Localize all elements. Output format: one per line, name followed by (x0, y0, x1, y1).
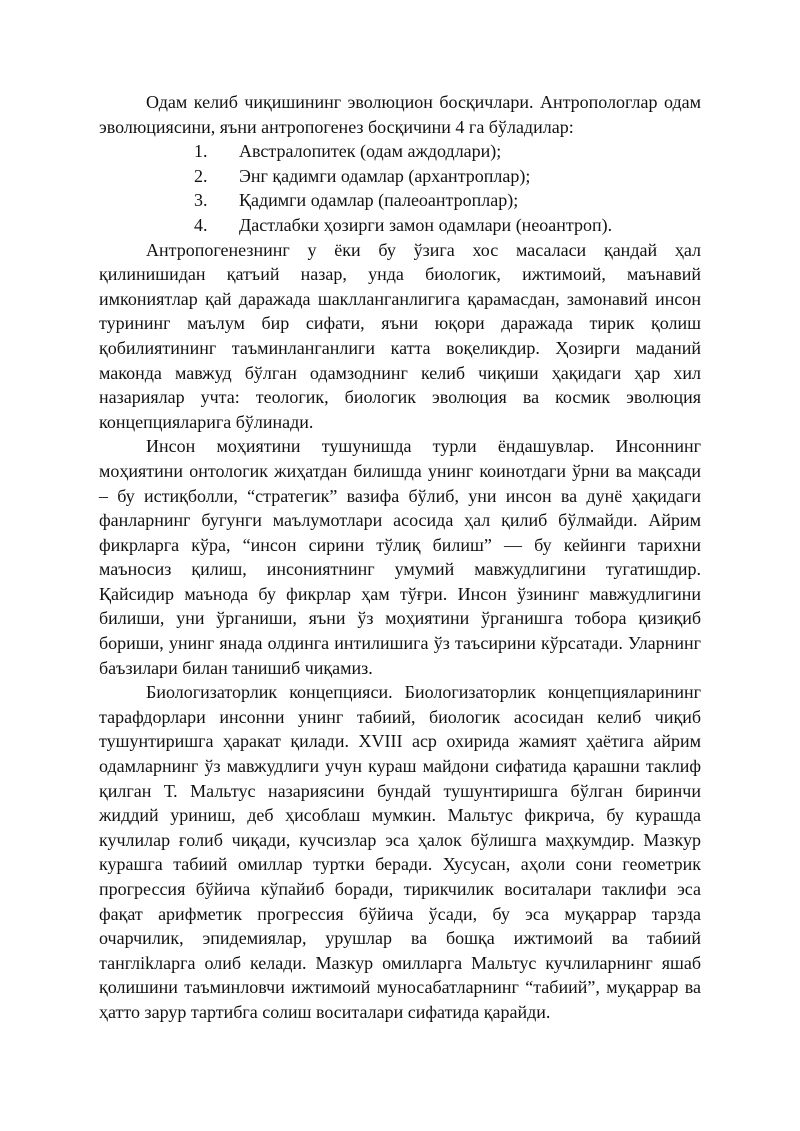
list-item (99, 188, 701, 213)
document-page (99, 90, 701, 1025)
list-item (99, 139, 701, 164)
paragraph-biologization: Биологизаторлик концепцияси. Биологизаторлик концепцияларининг тарафдорлари инсонни унинг табиий, биологик асосидан келиб чиқиб тушунтиришга ҳаракат қилади. XVIII аср охирида жамият ҳаётига айрим одамларнинг ўз мавжудлиги учун кураш майдони сифатида қарашни таклиф қилган Т. Мальтус назариясини бундай тушунтиришга бўлган биринчи жиддий уриниш, деб ҳисоблаш мумкин. Мальтус фикрича, бу курашда кучлилар ғолиб чиқади, кучсизлар эса ҳалок бўлишга маҳкумдир. Мазкур курашга табиий омиллар туртки беради. Хусусан, аҳоли сони геометрик прогрессия бўйича кўпайиб боради, тирикчилик воситалари таклифи эса фақат арифметик прогрессия бўйича ўсади, бу эса муқаррар тарзда очарчилик, эпидемиялар, урушлар ва бошқа ижтимоий ва табиий танглikларга олиб келади. Мазкур омилларга Мальтус кучлиларнинг яшаб қолишини таъминловчи ижтимоий муносабатларнинг “табиий”, муқаррар ва ҳатто зарур тартибга солиш воситалари сифатида қарайди. (99, 682, 701, 1022)
list-item-number: 1. (194, 141, 208, 162)
list-item-number: 4. (194, 214, 208, 235)
paragraph-anthropogenesis: Антропогенезнинг у ёки бу ўзига хос масаласи қандай ҳал қилинишидан қатъий назар, унда биологик, ижтимоий, маънавий имкониятлар қай даражада шаклланганлигига қарамасдан, замонавий инсон турининг маълум бир сифати, яъни юқори даражада тирик қолиш қобилиятининг таъминланганлиги катта воқеликдир. Ҳозирги маданий маконда мавжуд бўлган одамзоднинг келиб чиқиши ҳақидаги ҳар хил назариялар учта: теологик, биологик эволюция ва космик эволюция концепцияларига бўлинади. (99, 239, 701, 432)
list-item (99, 213, 701, 238)
list-item-number: 3. (194, 190, 208, 211)
stages-list (99, 139, 701, 237)
paragraph-intro: Одам келиб чиқишининг эволюцион босқичлари. Антропологлар одам эволюциясини, яъни антропогенез босқичини 4 га бўладилар: (99, 92, 701, 137)
paragraph-approaches: Инсон моҳиятини тушунишда турли ёндашувлар. Инсоннинг моҳиятини онтологик жиҳатдан билишда унинг коинотдаги ўрни ва мақсади – бу истиқболли, “стратегик” вазифа бўлиб, уни инсон ва дунё ҳақидаги фанларнинг бугунги маълумотлари асосида ҳал қилиб бўлмайди. Айрим фикрларга кўра, “инсон сирини тўлиқ билиш” — бу кейинги тарихни маъносиз қилиш, инсониятнинг умумий мавжудлигини тугатишдир. Қайсидир маънода бу фикрлар ҳам тўғри. Инсон ўзининг мавжудлигини билиши, уни ўрганиши, яъни ўз моҳиятини ўрганишга тобора қизиқиб бориши, унинг янада олдинга интилишига ўз таъсирини кўрсатади. Уларнинг баъзилари билан танишиб чиқамиз. (99, 436, 701, 678)
list-item-text: Энг қадимги одамлар (архантроплар); (239, 165, 531, 186)
list-item-text: Дастлабки ҳозирги замон одамлари (неоантроп). (239, 214, 613, 235)
list-item-number: 2. (194, 165, 208, 186)
list-item (99, 164, 701, 189)
list-item-text: Қадимги одамлар (палеоантроплар); (239, 190, 519, 211)
list-item-text: Австралопитек (одам аждодлари); (239, 141, 502, 162)
